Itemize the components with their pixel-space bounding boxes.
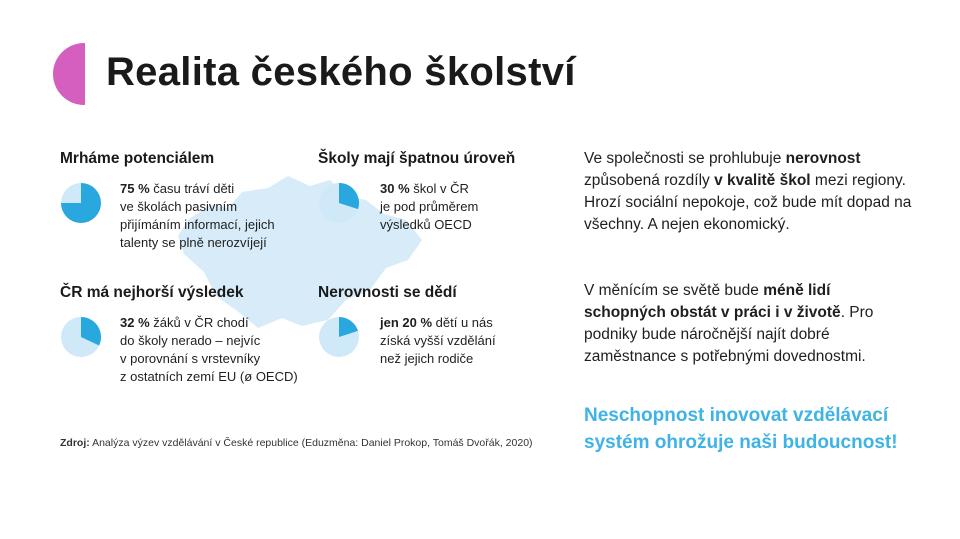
para-text: mezi regiony. Hrozí sociální nepokoje, což bude mít dopad na všechny. A nejen ekonomický. (584, 172, 912, 233)
para-bold: nerovnost (785, 150, 861, 167)
stat-line: výsledků OECD (380, 217, 472, 232)
stat-value-2: 30 % (380, 181, 410, 196)
stat-line: dětí u nás (432, 315, 493, 330)
paragraph-workforce (584, 280, 914, 368)
stat-value-3: 32 % (120, 315, 150, 330)
stat-text-1 (120, 180, 275, 252)
stat-heading-1: Mrháme potenciálem (60, 150, 215, 167)
stat-heading-3: ČR má nejhorší výsledek (60, 284, 244, 301)
callout-statement: Neschopnost inovovat vzdělávací systém ohrožuje naši budoucnost! (584, 405, 898, 453)
stat-line: do školy nerado – nejvíc (120, 333, 261, 348)
stat-heading-2: Školy mají špatnou úroveň (318, 150, 516, 167)
stat-value-1: 75 % (120, 181, 150, 196)
source-text: Analýza výzev vzdělávání v České republice (Eduzměna: Daniel Prokop, Tomáš Dvořák, 2020) (89, 437, 533, 449)
stat-text-3 (120, 314, 298, 386)
stat-text-4 (380, 314, 496, 368)
stat-heading-4: Nerovnosti se dědí (318, 284, 457, 301)
stat-line: z ostatních zemí EU (ø OECD) (120, 369, 298, 384)
pie-chart-icon (60, 316, 102, 358)
page-title: Realita českého školství (106, 50, 576, 94)
para-text: Ve společnosti se prohlubuje (584, 150, 786, 167)
pie-chart-icon (318, 182, 360, 224)
stat-line: času tráví děti (149, 181, 235, 196)
stat-line: v porovnání s vrstevníky (120, 351, 261, 366)
stat-value-4: jen 20 % (380, 315, 433, 330)
pie-chart-icon (60, 182, 102, 224)
accent-half-circle (53, 43, 85, 105)
para-bold: méně lidí schopných obstát v práci i v životě (584, 282, 841, 321)
pie-chart-icon (318, 316, 360, 358)
stat-line: talenty se plně nerozvíjejí (120, 235, 267, 250)
stat-line: získá vyšší vzdělání (380, 333, 496, 348)
stat-line: škol v ČR (409, 181, 469, 196)
para-bold: v kvalitě škol (714, 172, 811, 189)
paragraph-inequality (584, 148, 914, 236)
source-label: Zdroj: (60, 437, 90, 449)
stat-line: žáků v ČR chodí (149, 315, 249, 330)
para-text: V měnícím se světě bude (584, 282, 764, 299)
source-note (60, 437, 533, 449)
stat-text-2 (380, 180, 478, 234)
stat-line: přijímáním informací, jejich (120, 217, 275, 232)
para-text: . Pro podniky bude náročnější najít dobré zaměstnance s potřebnými dovednostmi. (584, 304, 874, 365)
para-text: způsobená rozdíly (584, 172, 715, 189)
stat-line: je pod průměrem (380, 199, 479, 214)
stat-line: ve školách pasivním (120, 199, 238, 214)
stat-line: než jejich rodiče (380, 351, 474, 366)
